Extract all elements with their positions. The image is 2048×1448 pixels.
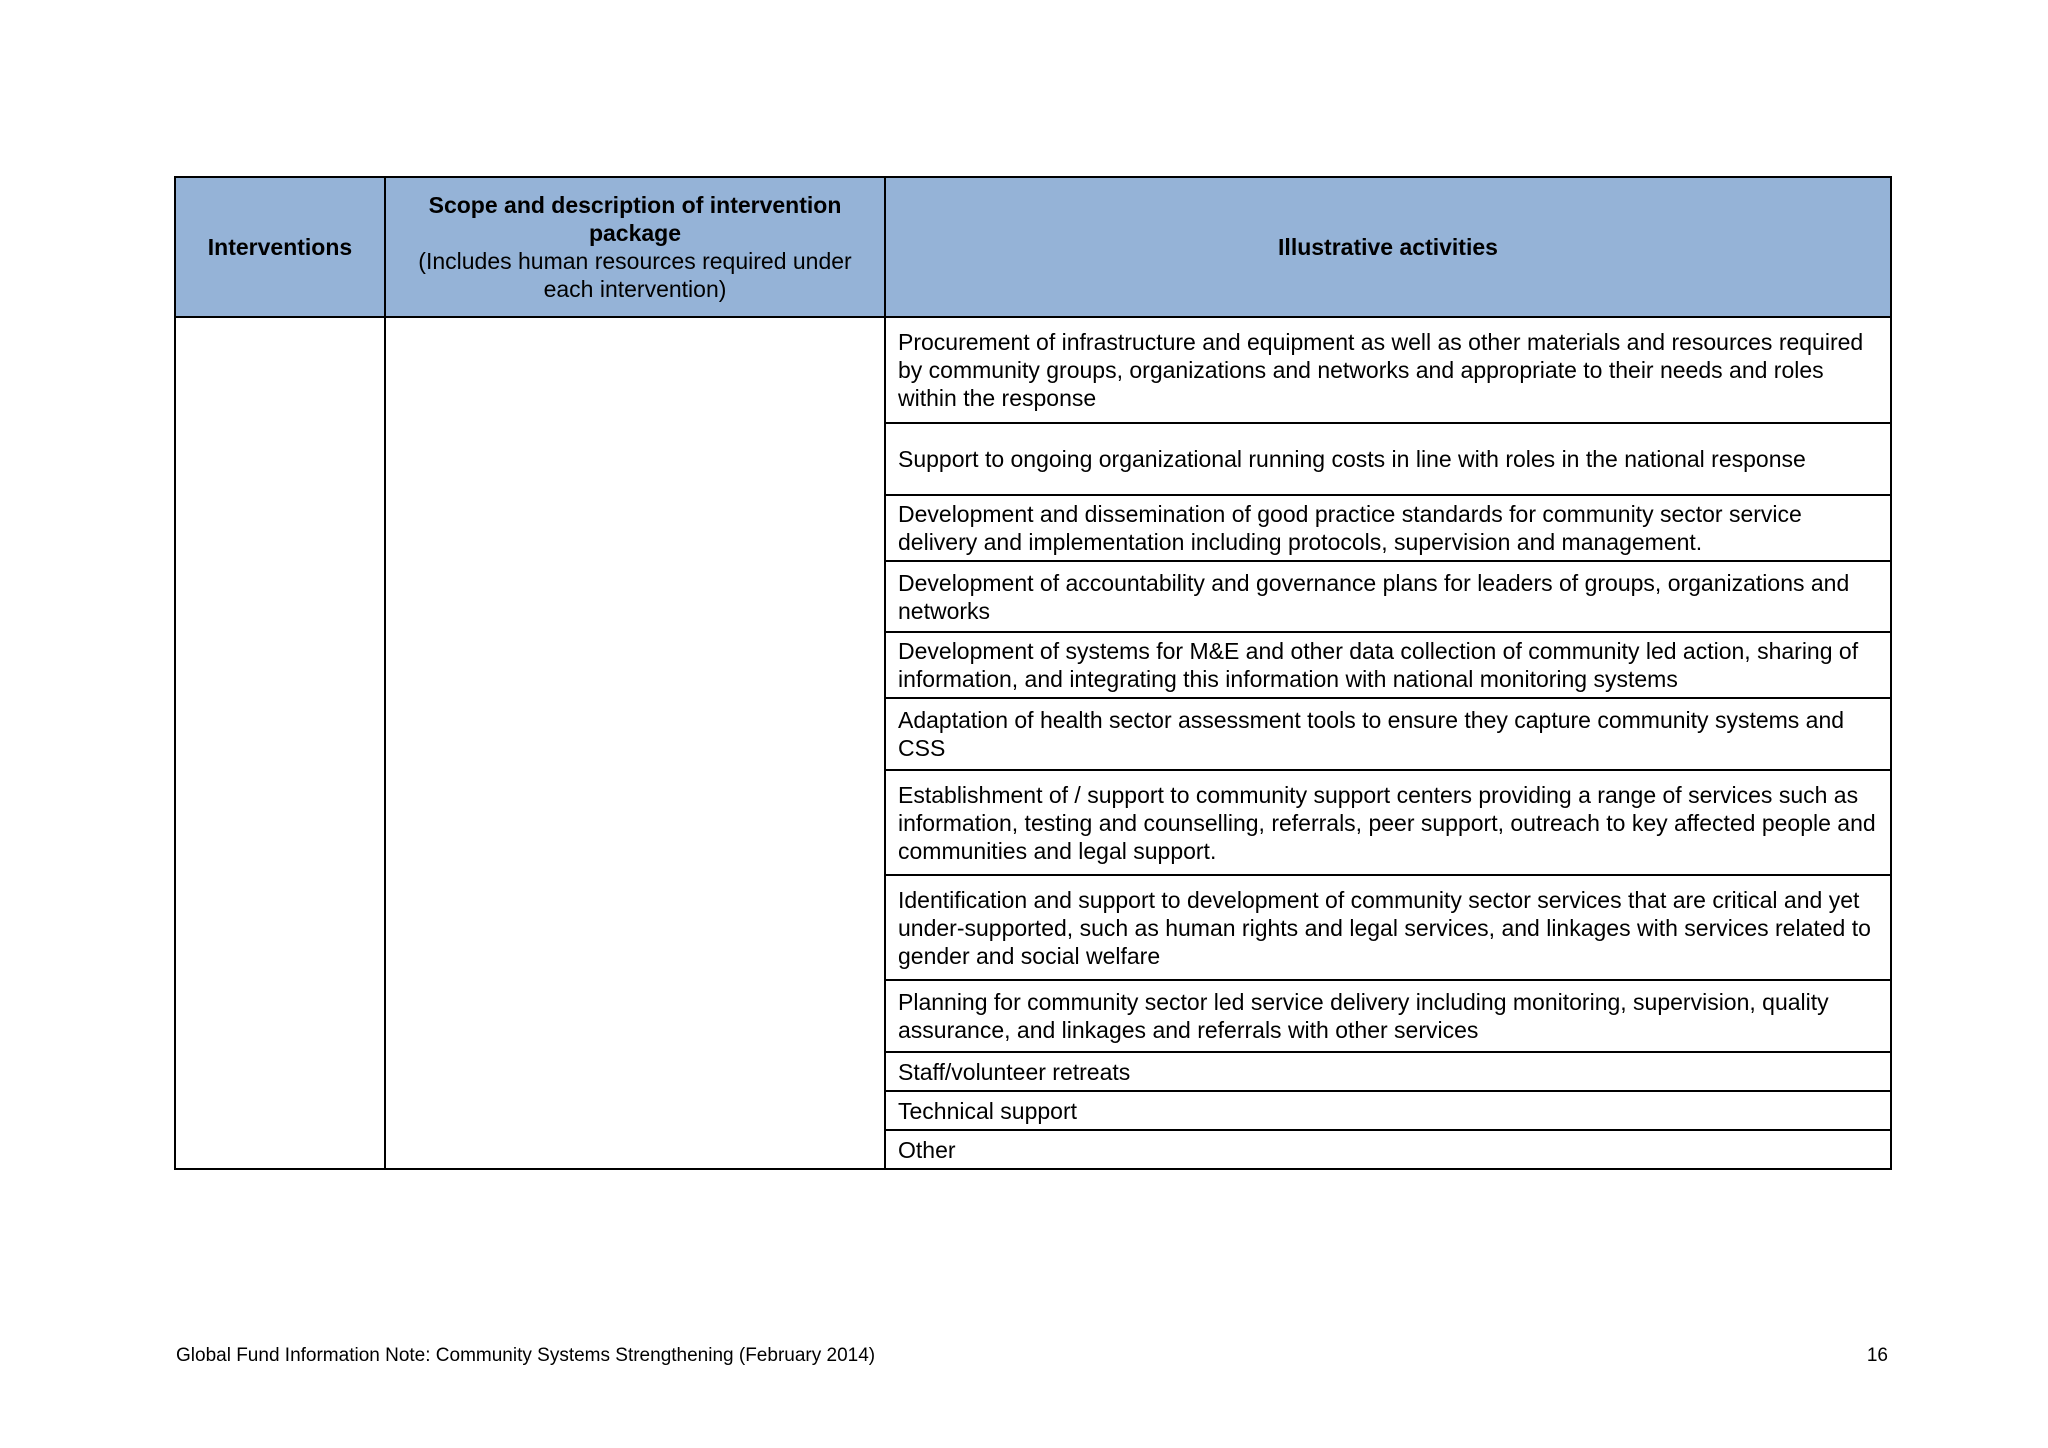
activity-cell: Other xyxy=(885,1130,1891,1169)
activity-cell: Adaptation of health sector assessment tools to ensure they capture community systems and CSS xyxy=(885,698,1891,770)
header-activities-label: Illustrative activities xyxy=(1278,234,1498,260)
activity-cell: Development of systems for M&E and other data collection of community led action, sharing of information, and integrating this information with national monitoring systems xyxy=(885,632,1891,698)
table-header-row xyxy=(175,177,1891,317)
header-activities xyxy=(885,177,1891,317)
footer-title: Global Fund Information Note: Community Systems Strengthening (February 2014) xyxy=(176,1345,876,1366)
activity-cell: Development of accountability and governance plans for leaders of groups, organizations and networks xyxy=(885,561,1891,632)
interventions-cell xyxy=(175,317,385,1169)
activity-cell: Establishment of / support to community support centers providing a range of services such as information, testing and counselling, referrals, peer support, outreach to key affected people and communities and legal support. xyxy=(885,770,1891,875)
header-interventions xyxy=(175,177,385,317)
activity-cell: Technical support xyxy=(885,1091,1891,1130)
scope-cell xyxy=(385,317,885,1169)
header-scope-note: (Includes human resources required under each intervention) xyxy=(418,248,852,302)
activity-cell: Identification and support to development of community sector services that are critical and yet under-supported, such as human rights and legal services, and linkages with services related to gender and social welfare xyxy=(885,875,1891,980)
table-row xyxy=(175,317,1891,423)
activity-cell: Procurement of infrastructure and equipment as well as other materials and resources required by community groups, organizations and networks and appropriate to their needs and roles within the response xyxy=(885,317,1891,423)
page-number: 16 xyxy=(1866,1345,1888,1366)
activity-cell: Development and dissemination of good practice standards for community sector service delivery and implementation including protocols, supervision and management. xyxy=(885,495,1891,561)
header-interventions-label: Interventions xyxy=(207,234,353,260)
activity-cell: Support to ongoing organizational running costs in line with roles in the national response xyxy=(885,423,1891,495)
interventions-table xyxy=(174,176,1892,1170)
activity-cell: Staff/volunteer retreats xyxy=(885,1052,1891,1091)
header-scope xyxy=(385,177,885,317)
header-scope-label: Scope and description of intervention package xyxy=(428,192,842,246)
activity-cell: Planning for community sector led service delivery including monitoring, supervision, quality assurance, and linkages and referrals with other services xyxy=(885,980,1891,1052)
